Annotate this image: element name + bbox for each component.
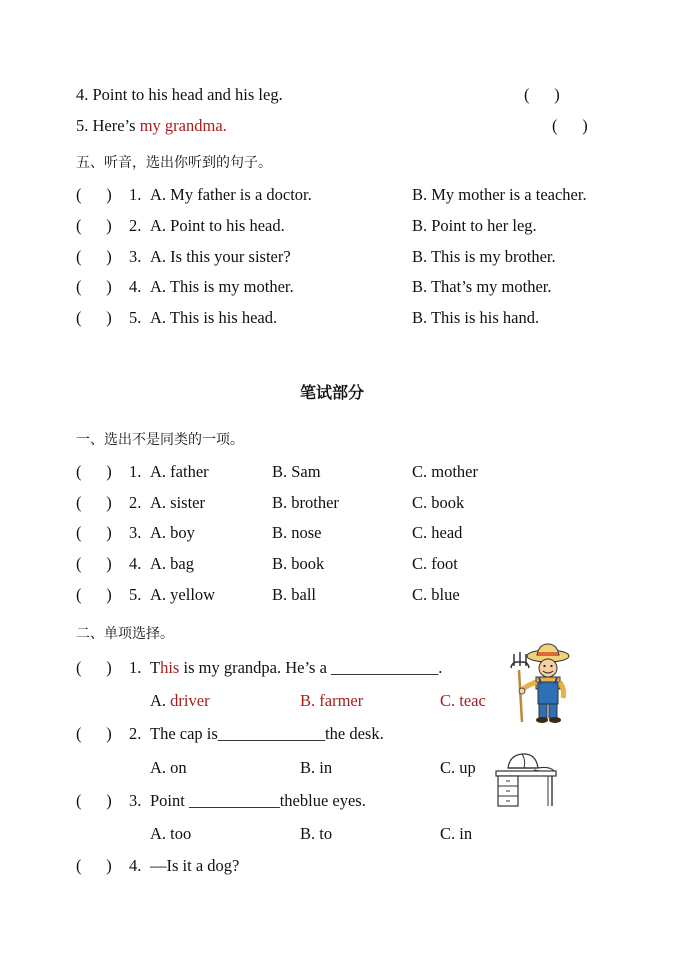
question-number: 1. [129, 658, 142, 677]
option-a: A. on [150, 758, 187, 777]
answer-bracket[interactable]: ( ) [76, 791, 112, 810]
question-number: 2. [129, 493, 142, 512]
option-c: C. blue [412, 585, 460, 604]
question-number: 1. [129, 462, 142, 481]
question-number: 1. [129, 185, 142, 204]
answer-bracket[interactable]: ( ) [76, 523, 112, 542]
answer-bracket[interactable]: ( ) [76, 724, 112, 743]
part2-heading: 二、单项选择。 [76, 626, 174, 642]
part1-heading: 一、选出不是同类的一项。 [76, 432, 244, 448]
option-b: B. farmer [300, 691, 364, 710]
option-a: A. father [150, 462, 209, 481]
question-number: 4. [129, 277, 142, 296]
option-b: B. in [300, 758, 333, 777]
option-b: B. That’s my mother. [412, 277, 552, 296]
answer-bracket[interactable]: ( ) [76, 185, 112, 204]
option-b: B. nose [272, 523, 322, 542]
answer-bracket[interactable]: ( ) [76, 462, 112, 481]
answer-bracket[interactable]: ( ) [76, 308, 112, 327]
option-a: A. sister [150, 493, 205, 512]
written-part-title: 笔试部分 [300, 383, 365, 402]
option-a: A. Point to his head. [150, 216, 285, 235]
option-a: A. yellow [150, 585, 216, 604]
option-a: A. bag [150, 554, 194, 573]
question-number: 2. [129, 724, 142, 743]
question-stem: The cap is_____________the desk. [150, 724, 384, 743]
option-c: C. book [412, 493, 465, 512]
option-a: A. driver [150, 691, 210, 710]
option-c: C. up [440, 758, 476, 777]
option-b: B. Sam [272, 462, 321, 481]
option-b: B. My mother is a teacher. [412, 185, 587, 204]
option-c: C. teac [440, 691, 486, 710]
answer-bracket[interactable]: ( ) [524, 85, 560, 104]
option-b: B. ball [272, 585, 316, 604]
question-number: 3. [129, 247, 142, 266]
option-b: B. book [272, 554, 325, 573]
answer-bracket[interactable]: ( ) [76, 247, 112, 266]
question-stem: —Is it a dog? [150, 856, 240, 875]
option-c: C. in [440, 824, 473, 843]
option-a: A. boy [150, 523, 195, 542]
option-b: B. Point to her leg. [412, 216, 537, 235]
question-number: 5. [129, 585, 142, 604]
option-c: C. foot [412, 554, 458, 573]
farmer-illustration [508, 640, 574, 726]
listen-item-5: 5. Here’s my grandma. [76, 116, 227, 135]
option-b: B. This is my brother. [412, 247, 556, 266]
answer-bracket[interactable]: ( ) [76, 856, 112, 875]
option-a: A. Is this your sister? [150, 247, 291, 266]
answer-bracket[interactable]: ( ) [76, 554, 112, 573]
question-stem: Point ___________theblue eyes. [150, 791, 366, 810]
option-b: B. to [300, 824, 333, 843]
question-number: 3. [129, 791, 142, 810]
question-stem: This is my grandpa. He’s a _____________. [150, 658, 443, 677]
option-b: B. This is his hand. [412, 308, 540, 327]
answer-bracket[interactable]: ( ) [76, 277, 112, 296]
answer-bracket[interactable]: ( ) [76, 585, 112, 604]
answer-bracket[interactable]: ( ) [76, 216, 112, 235]
listen-item-4: 4. Point to his head and his leg. [76, 85, 283, 104]
answer-bracket[interactable]: ( ) [76, 493, 112, 512]
question-number: 2. [129, 216, 142, 235]
option-a: A. too [150, 824, 192, 843]
option-a: A. This is his head. [150, 308, 278, 327]
cap-on-desk-illustration [494, 748, 558, 810]
answer-bracket[interactable]: ( ) [76, 658, 112, 677]
option-a: A. This is my mother. [150, 277, 294, 296]
question-number: 3. [129, 523, 142, 542]
option-a: A. My father is a doctor. [150, 185, 312, 204]
option-c: C. head [412, 523, 463, 542]
option-b: B. brother [272, 493, 339, 512]
question-number: 4. [129, 554, 142, 573]
option-c: C. mother [412, 462, 478, 481]
answer-bracket[interactable]: ( ) [552, 116, 588, 135]
section5-heading: 五、听音，选出你听到的句子。 [76, 155, 272, 171]
question-number: 4. [129, 856, 142, 875]
question-number: 5. [129, 308, 142, 327]
